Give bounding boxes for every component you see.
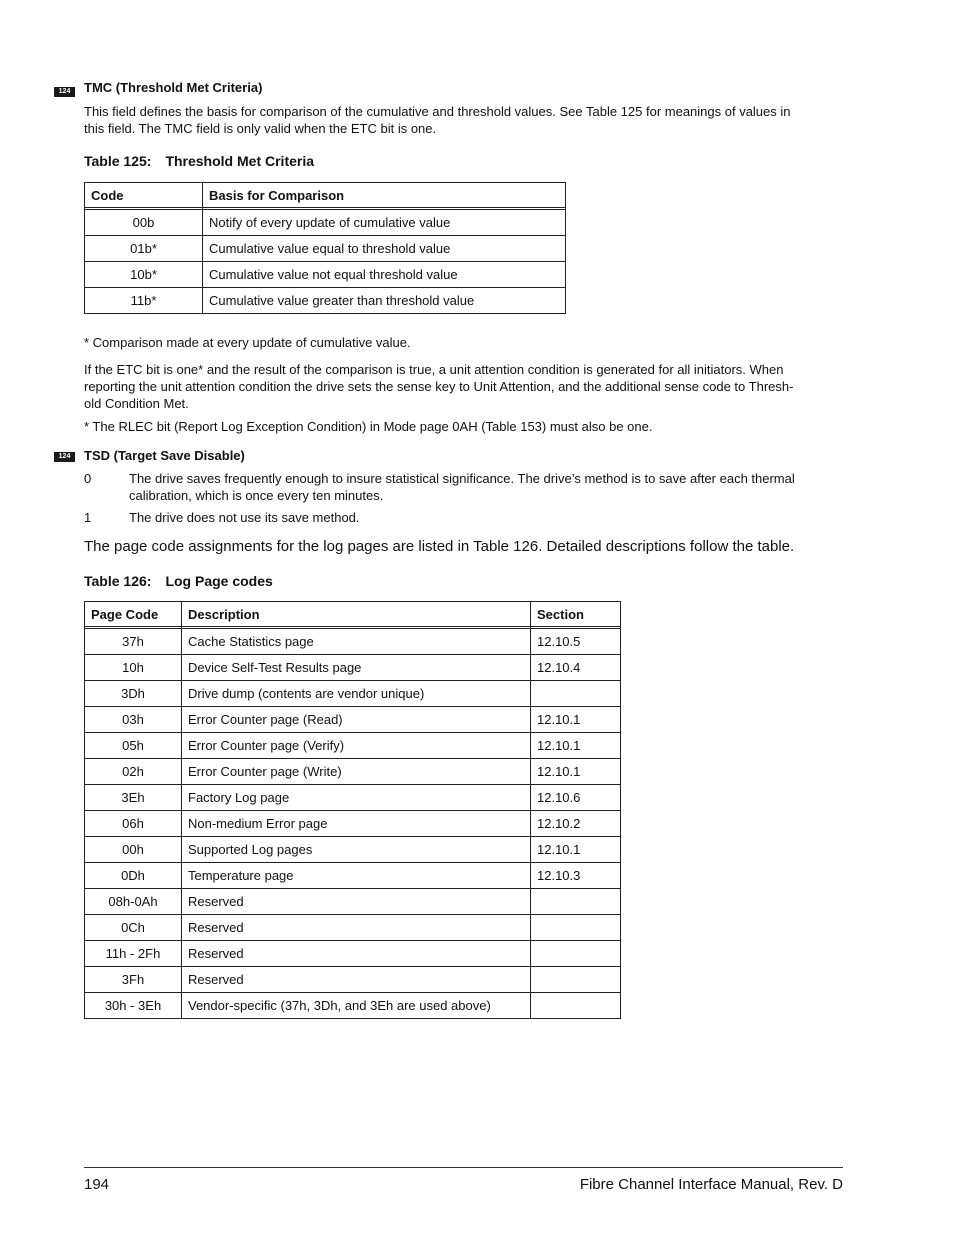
cell-code: 11b* (85, 288, 203, 314)
table-row (85, 262, 566, 288)
etc-paragraph-line-1: If the ETC bit is one* and the result of the comparison is true, a unit attention condition is generated for all initiators. When (84, 362, 784, 377)
cell-section (531, 993, 621, 1019)
table-row (85, 863, 621, 889)
table-row (85, 759, 621, 785)
table-header-row (85, 183, 566, 208)
cell-section: 12.10.1 (531, 733, 621, 759)
cell-page-code: 03h (85, 707, 182, 733)
tsd-heading: TSD (Target Save Disable) (84, 448, 245, 463)
cell-page-code: 00h (85, 837, 182, 863)
table-caption-number: Table 125: (84, 153, 152, 169)
cell-code: 01b* (85, 236, 203, 262)
tsd-item-text-line-1: The drive does not use its save method. (129, 510, 360, 525)
cell-page-code: 11h - 2Fh (85, 941, 182, 967)
tmc-paragraph-line-2: this field. The TMC field is only valid when the ETC bit is one. (84, 121, 437, 136)
table-caption-title: Threshold Met Criteria (165, 153, 315, 169)
cell-section: 12.10.6 (531, 785, 621, 811)
header-basis: Basis for Comparison (203, 183, 566, 208)
cell-section (531, 915, 621, 941)
table-126-intro: The page code assignments for the log pages are listed in Table 126. Detailed descriptions follow the table. (84, 538, 795, 555)
cell-description: Error Counter page (Read) (182, 707, 531, 733)
cell-section: 12.10.3 (531, 863, 621, 889)
cell-page-code: 37h (85, 629, 182, 655)
cell-section: 12.10.2 (531, 811, 621, 837)
cell-page-code: 05h (85, 733, 182, 759)
cell-section: 12.10.1 (531, 707, 621, 733)
cell-description: Reserved (182, 941, 531, 967)
table-row (85, 993, 621, 1019)
cell-description: Reserved (182, 915, 531, 941)
table-row (85, 681, 621, 707)
cell-basis: Cumulative value not equal threshold value (203, 262, 566, 288)
comparison-note: * Comparison made at every update of cumulative value. (84, 335, 411, 350)
table-126-caption (84, 573, 273, 589)
cell-description: Error Counter page (Write) (182, 759, 531, 785)
cell-page-code: 3Eh (85, 785, 182, 811)
table-row (85, 629, 621, 655)
revision-tag: 124 (54, 452, 75, 462)
tsd-item-text-line-1: The drive saves frequently enough to insure statistical significance. The drive’s method is to save after each thermal (129, 471, 795, 486)
header-page-code: Page Code (85, 602, 182, 627)
revision-tag: 124 (54, 87, 75, 97)
table-row (85, 837, 621, 863)
cell-description: Supported Log pages (182, 837, 531, 863)
etc-paragraph-line-3: old Condition Met. (84, 396, 189, 411)
table-header-row (85, 602, 621, 627)
cell-page-code: 06h (85, 811, 182, 837)
table-row (85, 811, 621, 837)
header-code: Code (85, 183, 203, 208)
cell-section: 12.10.4 (531, 655, 621, 681)
cell-description: Reserved (182, 889, 531, 915)
header-description: Description (182, 602, 531, 627)
footer-divider (84, 1167, 843, 1168)
tmc-heading: TMC (Threshold Met Criteria) (84, 80, 263, 95)
table-row (85, 707, 621, 733)
table-row (85, 889, 621, 915)
cell-basis: Notify of every update of cumulative value (203, 210, 566, 236)
tsd-item-text-line-2: calibration, which is once every ten minutes. (129, 488, 384, 503)
cell-description: Temperature page (182, 863, 531, 889)
table-row (85, 941, 621, 967)
cell-section (531, 889, 621, 915)
table-row (85, 236, 566, 262)
cell-page-code: 0Ch (85, 915, 182, 941)
cell-section: 12.10.5 (531, 629, 621, 655)
cell-page-code: 30h - 3Eh (85, 993, 182, 1019)
cell-section (531, 681, 621, 707)
page-number: 194 (84, 1176, 110, 1193)
tsd-item-number: 0 (84, 471, 92, 486)
table-row (85, 288, 566, 314)
cell-code: 00b (85, 210, 203, 236)
cell-basis: Cumulative value equal to threshold value (203, 236, 566, 262)
cell-page-code: 3Fh (85, 967, 182, 993)
cell-code: 10b* (85, 262, 203, 288)
cell-description: Vendor-specific (37h, 3Dh, and 3Eh are used above) (182, 993, 531, 1019)
cell-description: Reserved (182, 967, 531, 993)
table-row (85, 915, 621, 941)
tsd-item-number: 1 (84, 510, 92, 525)
rlec-note: * The RLEC bit (Report Log Exception Condition) in Mode page 0AH (Table 153) must also be one. (84, 419, 653, 434)
cell-section (531, 941, 621, 967)
cell-section: 12.10.1 (531, 837, 621, 863)
manual-title: Fibre Channel Interface Manual, Rev. D (579, 1176, 843, 1193)
cell-page-code: 0Dh (85, 863, 182, 889)
cell-page-code: 3Dh (85, 681, 182, 707)
cell-basis: Cumulative value greater than threshold value (203, 288, 566, 314)
table-row (85, 733, 621, 759)
cell-description: Factory Log page (182, 785, 531, 811)
tmc-paragraph-line-1: This field defines the basis for comparison of the cumulative and threshold values. See Table 125 for meanings of values in (84, 104, 791, 119)
cell-section: 12.10.1 (531, 759, 621, 785)
cell-description: Device Self-Test Results page (182, 655, 531, 681)
cell-description: Cache Statistics page (182, 629, 531, 655)
table-row (85, 655, 621, 681)
cell-description: Error Counter page (Verify) (182, 733, 531, 759)
table-row (85, 210, 566, 236)
table-125-caption (84, 153, 314, 169)
cell-description: Drive dump (contents are vendor unique) (182, 681, 531, 707)
table-caption-title: Log Page codes (165, 573, 273, 589)
etc-paragraph-line-2: reporting the unit attention condition the drive sets the sense key to Unit Attention, and the additional sense code to Thresh- (84, 379, 794, 394)
cell-page-code: 10h (85, 655, 182, 681)
header-section: Section (531, 602, 621, 627)
table-row (85, 785, 621, 811)
cell-page-code: 02h (85, 759, 182, 785)
table-caption-number: Table 126: (84, 573, 152, 589)
log-page-codes-table (84, 601, 621, 1019)
threshold-criteria-table (84, 182, 566, 314)
table-row (85, 967, 621, 993)
cell-description: Non-medium Error page (182, 811, 531, 837)
cell-section (531, 967, 621, 993)
cell-page-code: 08h-0Ah (85, 889, 182, 915)
